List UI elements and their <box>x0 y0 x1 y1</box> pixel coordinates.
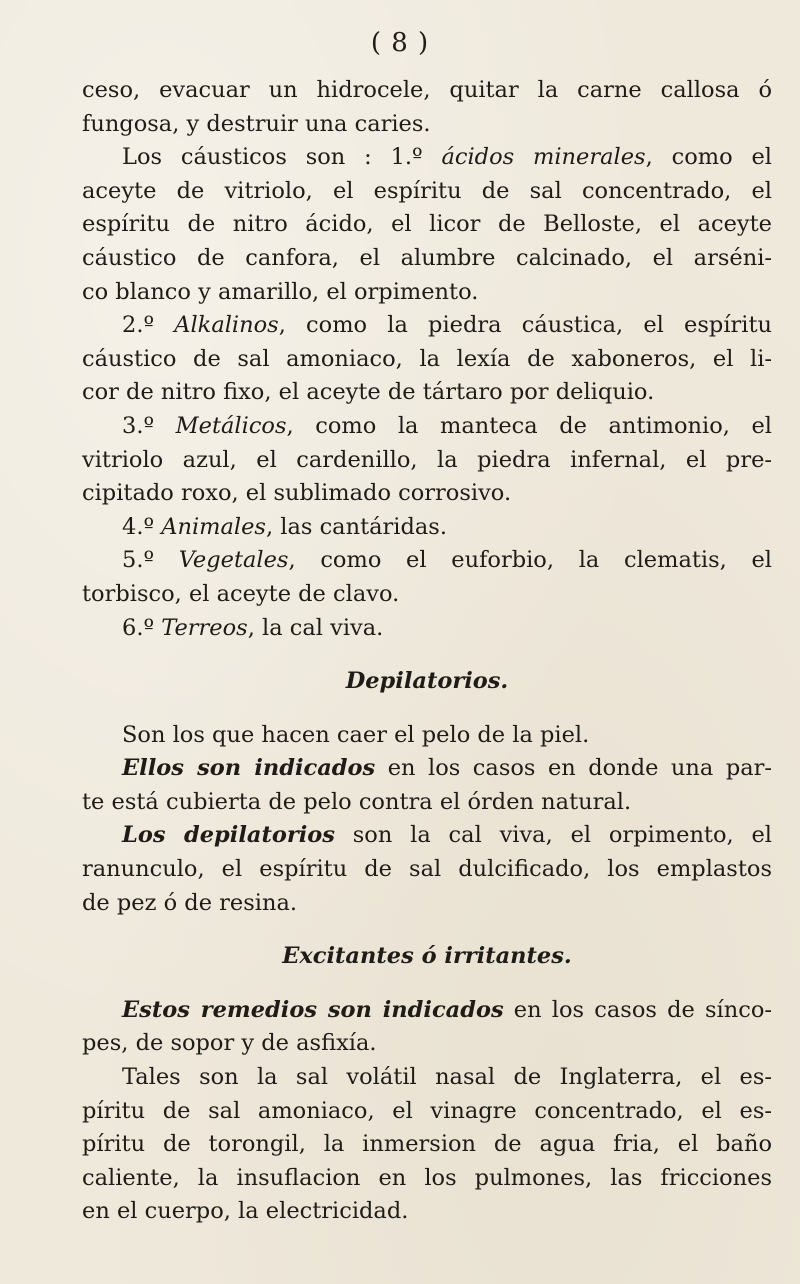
page-number: ( 8 ) <box>370 28 430 58</box>
text-line <box>82 141 772 175</box>
text-line: caliente, la insuflacion en los pulmones, las fricciones <box>82 1164 772 1191</box>
item-number: 2.º <box>122 312 175 339</box>
text-line <box>82 994 772 1028</box>
italic-term: Estos remedios son indicados <box>122 996 504 1023</box>
section-heading-depilatorios: Depilatorios. <box>345 668 509 695</box>
text-run: , las cantáridas. <box>265 513 447 540</box>
text-line: cor de nitro fixo, el aceyte de tártaro por deliquio. <box>82 379 655 406</box>
text-run: Los cáusticos son : 1.º <box>122 144 442 171</box>
section-heading-excitantes: Excitantes ó irritantes. <box>282 943 572 970</box>
item-number: 4.º <box>122 513 162 540</box>
spacer <box>82 645 772 665</box>
text-line: en el cuerpo, la electricidad. <box>82 1198 409 1225</box>
text-line: aceyte de vitriolo, el espíritu de sal concentrado, el <box>82 177 772 204</box>
italic-term: Ellos son indicados <box>122 755 376 782</box>
text-line <box>82 819 772 853</box>
text-line <box>82 752 772 786</box>
text-line: co blanco y amarillo, el orpimento. <box>82 278 479 305</box>
item-number: 5.º <box>122 547 179 574</box>
text-line: ranunculo, el espíritu de sal dulcificado, los emplastos <box>82 856 772 883</box>
text-line: torbisco, el aceyte de clavo. <box>82 580 400 607</box>
italic-term: Vegetales <box>178 547 289 574</box>
text-line: te está cubierta de pelo contra el órden natural. <box>82 788 632 815</box>
text-line: de pez ó de resina. <box>82 889 298 916</box>
text-run: , como la piedra cáustica, el espíritu <box>278 312 773 339</box>
page-body <box>82 74 772 1229</box>
text-run: en los casos de sínco- <box>503 996 772 1023</box>
text-line: fungosa, y destruir una caries. <box>82 110 431 137</box>
italic-term: Metálicos <box>175 412 287 439</box>
text-line <box>82 410 772 444</box>
text-line: cipitado roxo, el sublimado corrosivo. <box>82 480 512 507</box>
item-number: 3.º <box>122 412 176 439</box>
text-line: Tales son la sal volátil nasal de Inglaterra, el es- <box>122 1064 772 1091</box>
italic-term: ácidos minerales <box>441 144 646 171</box>
text-line: vitriolo azul, el cardenillo, la piedra infernal, el pre- <box>82 446 772 473</box>
text-line: cáustico de canfora, el alumbre calcinado, el arséni- <box>82 244 772 271</box>
text-line <box>82 511 772 545</box>
text-line: píritu de sal amoniaco, el vinagre concentrado, el es- <box>82 1097 772 1124</box>
text-run: en los casos en donde una par- <box>375 755 772 782</box>
text-run: , como el <box>645 144 772 171</box>
text-run: , como la manteca de antimonio, el <box>286 412 772 439</box>
italic-term: Animales <box>161 513 266 540</box>
spacer <box>82 920 772 940</box>
text-line: píritu de torongil, la inmersion de agua fria, el baño <box>82 1131 772 1158</box>
text-line <box>82 612 772 646</box>
text-line <box>82 544 772 578</box>
item-number: 6.º <box>122 614 162 641</box>
italic-term: Terreos <box>161 614 248 641</box>
text-line: ceso, evacuar un hidrocele, quitar la carne callosa ó <box>82 77 772 103</box>
italic-term: Los depilatorios <box>122 822 335 849</box>
spacer <box>82 699 772 719</box>
italic-term: Alkalinos <box>174 312 279 339</box>
text-line: espíritu de nitro ácido, el licor de Belloste, el aceyte <box>82 211 772 238</box>
text-line <box>82 309 772 343</box>
text-run: , la cal viva. <box>247 614 384 641</box>
text-run: , como el euforbio, la clematis, el <box>288 547 772 574</box>
text-line: cáustico de sal amoniaco, la lexía de xaboneros, el li- <box>82 345 772 372</box>
text-line: pes, de sopor y de asfixía. <box>82 1030 377 1057</box>
text-line: Son los que hacen caer el pelo de la piel. <box>122 721 590 748</box>
text-run: son la cal viva, el orpimento, el <box>334 822 772 849</box>
spacer <box>82 974 772 994</box>
